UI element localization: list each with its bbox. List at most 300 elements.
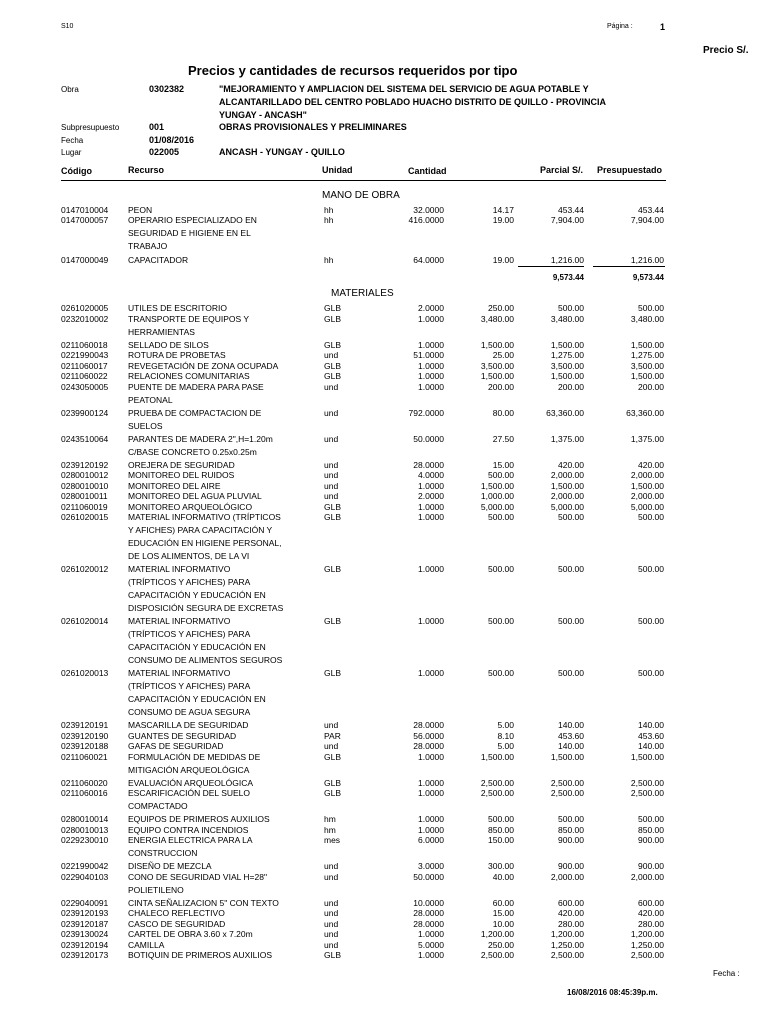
resource-quantity: 1.0000 <box>418 512 444 522</box>
resource-name-continued: MITIGACIÓN ARQUEOLÓGICA <box>128 764 250 775</box>
resource-unit: und <box>324 407 339 418</box>
resource-parcial: 3,480.00 <box>550 313 584 324</box>
resource-presupuestado: 453.60 <box>638 730 664 741</box>
resource-code: 0211060022 <box>61 371 108 381</box>
resource-quantity: 1.0000 <box>418 668 444 678</box>
resource-unit: und <box>324 470 339 480</box>
resource-quantity: 792.0000 <box>408 407 444 418</box>
resource-name: FORMULACIÓN DE MEDIDAS DE <box>128 751 261 762</box>
resource-name: PARANTES DE MADERA 2",H=1.20m <box>128 433 273 444</box>
resource-name-continued: EDUCACIÓN EN HIGIENE PERSONAL, <box>128 538 282 548</box>
subtotal-parcial: 9,573.44 <box>552 273 584 282</box>
resource-name: MONITOREO DEL AIRE <box>128 480 221 491</box>
resource-parcial: 500.00 <box>558 668 584 678</box>
resource-presupuestado: 3,500.00 <box>630 360 664 371</box>
resource-name: CAMILLA <box>128 939 165 950</box>
resource-quantity: 28.0000 <box>413 908 444 918</box>
resource-parcial: 900.00 <box>558 835 584 845</box>
resource-code: 0261020013 <box>61 668 109 678</box>
resource-unit: GLB <box>324 501 342 512</box>
resource-parcial: 1,250.00 <box>550 939 584 950</box>
resource-quantity: 1.0000 <box>418 777 444 788</box>
resource-name: PUENTE DE MADERA PARA PASE <box>128 381 264 392</box>
resource-presupuestado: 1,500.00 <box>630 480 664 491</box>
resource-price: 5.00 <box>497 720 514 730</box>
resource-presupuestado: 500.00 <box>638 814 664 824</box>
resource-price: 2,500.00 <box>480 950 514 960</box>
resource-name: EQUIPO CONTRA INCENDIOS <box>128 824 249 835</box>
resource-name-continued: C/BASE CONCRETO 0.25x0.25m <box>128 446 257 457</box>
resource-name: SELLADO DE SILOS <box>128 339 209 350</box>
resource-unit: und <box>324 861 339 871</box>
resource-presupuestado: 420.00 <box>638 459 664 470</box>
resource-price: 40.00 <box>492 871 514 882</box>
report-code: S10 <box>61 23 74 30</box>
resource-price: 200.00 <box>488 381 514 392</box>
resource-name: MASCARILLA DE SEGURIDAD <box>128 720 249 730</box>
subpresupuesto-description: OBRAS PROVISIONALES Y PRELIMINARES <box>219 122 407 132</box>
resource-name: MATERIAL INFORMATIVO <box>128 668 231 678</box>
resource-unit: hh <box>324 205 334 215</box>
resource-parcial: 500.00 <box>558 512 584 522</box>
resource-presupuestado: 140.00 <box>638 720 664 730</box>
resource-quantity: 1.0000 <box>418 950 444 960</box>
resource-presupuestado: 140.00 <box>638 741 664 751</box>
resource-quantity: 1.0000 <box>418 371 444 381</box>
resource-unit: GLB <box>324 751 342 762</box>
resource-unit: hm <box>324 824 336 835</box>
resource-name: ROTURA DE PROBETAS <box>128 350 226 360</box>
resource-unit: hh <box>324 255 334 265</box>
resource-name: DISEÑO DE MEZCLA <box>128 861 212 871</box>
col-codigo: Código <box>61 166 92 176</box>
resource-name: MATERIAL INFORMATIVO <box>128 564 231 574</box>
resource-name: MONITOREO DEL AGUA PLUVIAL <box>128 491 262 501</box>
resource-name-continued: CONSTRUCCION <box>128 848 198 858</box>
resource-code: 0211060017 <box>61 360 108 371</box>
col-cantidad: Cantidad <box>408 166 447 176</box>
resource-parcial: 1,500.00 <box>550 480 584 491</box>
resource-unit: und <box>324 871 339 882</box>
resource-presupuestado: 3,480.00 <box>630 313 664 324</box>
resource-price: 3,500.00 <box>480 360 514 371</box>
resource-unit: GLB <box>324 668 342 678</box>
resource-unit: und <box>324 720 339 730</box>
subtotal-line-parcial <box>518 266 584 267</box>
resource-presupuestado: 2,500.00 <box>630 777 664 788</box>
resource-name: CAPACITADOR <box>128 255 189 265</box>
resource-price: 19.00 <box>492 255 514 265</box>
resource-quantity: 50.0000 <box>413 433 444 444</box>
resource-quantity: 50.0000 <box>413 871 444 882</box>
resource-price: 1,500.00 <box>480 371 514 381</box>
resource-unit: und <box>324 350 339 360</box>
resource-quantity: 6.0000 <box>418 835 444 845</box>
resource-name-continued: CONSUMO DE AGUA SEGURA <box>128 707 251 717</box>
resource-price: 1,500.00 <box>480 339 514 350</box>
resource-price: 10.00 <box>492 918 514 929</box>
resource-price: 1,500.00 <box>480 751 514 762</box>
resource-quantity: 1.0000 <box>418 480 444 491</box>
resource-presupuestado: 1,200.00 <box>630 929 664 939</box>
resource-price: 1,000.00 <box>480 491 514 501</box>
obra-description-line-2: ALCANTARILLADO DEL CENTRO POBLADO HUACHO DISTRITO DE QUILLO - PROVINCIA <box>219 97 606 107</box>
resource-name-continued: HERRAMIENTAS <box>128 326 195 337</box>
resource-unit: GLB <box>324 303 342 313</box>
resource-code: 0239130024 <box>61 929 109 939</box>
resource-unit: und <box>324 908 339 918</box>
obra-description-line-3: YUNGAY - ANCASH" <box>219 110 307 120</box>
resource-quantity: 3.0000 <box>418 861 444 871</box>
resource-quantity: 28.0000 <box>413 720 444 730</box>
footer-datetime: 16/08/2016 08:45:39p.m. <box>567 988 658 997</box>
resource-parcial: 453.60 <box>558 730 584 741</box>
resource-quantity: 2.0000 <box>418 303 444 313</box>
resource-quantity: 1.0000 <box>418 824 444 835</box>
resource-code: 0239120194 <box>61 939 109 950</box>
resource-presupuestado: 500.00 <box>638 616 664 626</box>
resource-name: UTILES DE ESCRITORIO <box>128 303 228 313</box>
resource-parcial: 1,500.00 <box>550 339 584 350</box>
resource-code: 0147010004 <box>61 205 109 215</box>
resource-name: GUANTES DE SEGURIDAD <box>128 730 237 741</box>
fecha-label: Fecha <box>61 136 84 145</box>
resource-price: 250.00 <box>488 303 514 313</box>
resource-presupuestado: 2,000.00 <box>630 470 664 480</box>
resource-unit: GLB <box>324 777 342 788</box>
resource-unit: GLB <box>324 564 342 574</box>
resource-price: 500.00 <box>488 616 514 626</box>
resource-name: MATERIAL INFORMATIVO (TRÍPTICOS <box>128 512 281 522</box>
resource-parcial: 1,216.00 <box>550 255 584 265</box>
resource-price: 150.00 <box>488 835 514 845</box>
resource-name: MONITOREO ARQUEOLÓGICO <box>128 501 253 512</box>
resource-quantity: 4.0000 <box>418 470 444 480</box>
resource-price: 2,500.00 <box>480 777 514 788</box>
resource-name-continued: PEATONAL <box>128 394 173 405</box>
resource-name: CONO DE SEGURIDAD VIAL H=28" <box>128 871 267 882</box>
resource-quantity: 1.0000 <box>418 616 444 626</box>
resource-parcial: 2,000.00 <box>550 871 584 882</box>
resource-code: 0280010012 <box>61 470 109 480</box>
lugar-label: Lugar <box>61 148 82 157</box>
resource-parcial: 900.00 <box>558 861 584 871</box>
resource-name: ESCARIFICACIÓN DEL SUELO <box>128 788 251 798</box>
resource-parcial: 63,360.00 <box>546 407 584 418</box>
resource-code: 0239120187 <box>61 918 109 929</box>
resource-quantity: 51.0000 <box>413 350 444 360</box>
resource-name: CARTEL DE OBRA 3.60 x 7.20m <box>128 929 253 939</box>
resource-price: 60.00 <box>492 897 514 908</box>
resource-presupuestado: 1,250.00 <box>630 939 664 950</box>
resource-parcial: 1,275.00 <box>550 350 584 360</box>
resource-presupuestado: 600.00 <box>638 897 664 908</box>
resource-parcial: 2,500.00 <box>550 950 584 960</box>
resource-name: EVALUACIÓN ARQUEOLÓGICA <box>128 777 254 788</box>
report-title: Precios y cantidades de recursos requeridos por tipo <box>188 63 518 78</box>
resource-presupuestado: 420.00 <box>638 908 664 918</box>
subpresupuesto-code: 001 <box>149 122 165 132</box>
resource-name: CASCO DE SEGURIDAD <box>128 918 226 929</box>
resource-price: 15.00 <box>492 459 514 470</box>
resource-quantity: 28.0000 <box>413 459 444 470</box>
resource-name-continued: CAPACITACIÓN Y EDUCACIÓN EN <box>128 590 266 600</box>
fecha-value: 01/08/2016 <box>149 135 195 145</box>
section-mano-de-obra: MANO DE OBRA <box>322 190 400 201</box>
resource-presupuestado: 2,500.00 <box>630 788 664 798</box>
resource-price: 500.00 <box>488 564 514 574</box>
resource-presupuestado: 1,375.00 <box>630 433 664 444</box>
resource-code: 0147000049 <box>61 255 109 265</box>
section-materiales: MATERIALES <box>331 288 394 299</box>
subtotal-line-presupuestado <box>593 266 665 267</box>
resource-price: 500.00 <box>488 668 514 678</box>
resource-code: 0280010014 <box>61 814 109 824</box>
resource-quantity: 2.0000 <box>418 491 444 501</box>
lugar-code: 022005 <box>149 147 180 157</box>
resource-name-continued: Y AFICHES) PARA CAPACITACIÓN Y <box>128 525 273 535</box>
resource-quantity: 1.0000 <box>418 313 444 324</box>
resource-price: 1,200.00 <box>480 929 514 939</box>
resource-price: 250.00 <box>488 939 514 950</box>
resource-parcial: 2,500.00 <box>550 788 584 798</box>
resource-unit: hh <box>324 215 334 225</box>
resource-quantity: 1.0000 <box>418 751 444 762</box>
resource-parcial: 2,000.00 <box>550 491 584 501</box>
resource-name: TRANSPORTE DE EQUIPOS Y <box>128 313 250 324</box>
resource-name-continued: DE LOS ALIMENTOS, DE LA VI <box>128 551 250 561</box>
resource-unit: und <box>324 480 339 491</box>
resource-code: 0261020005 <box>61 303 109 313</box>
resource-parcial: 500.00 <box>558 616 584 626</box>
resource-price: 2,500.00 <box>480 788 514 798</box>
resource-parcial: 140.00 <box>558 720 584 730</box>
resource-quantity: 10.0000 <box>413 897 444 908</box>
resource-parcial: 453.44 <box>558 205 584 215</box>
resource-presupuestado: 5,000.00 <box>630 501 664 512</box>
resource-quantity: 5.0000 <box>418 939 444 950</box>
subpresupuesto-label: Subpresupuesto <box>61 123 120 132</box>
obra-description-line-1: "MEJORAMIENTO Y AMPLIACION DEL SISTEMA DEL SERVICIO DE AGUA POTABLE Y <box>219 84 589 94</box>
resource-presupuestado: 500.00 <box>638 564 664 574</box>
resource-unit: GLB <box>324 616 342 626</box>
resource-unit: und <box>324 433 339 444</box>
resource-name: REVEGETACIÓN DE ZONA OCUPADA <box>128 360 279 371</box>
resource-code: 0211060019 <box>61 501 108 512</box>
resource-name: OREJERA DE SEGURIDAD <box>128 459 235 470</box>
resource-quantity: 1.0000 <box>418 788 444 798</box>
resource-quantity: 28.0000 <box>413 741 444 751</box>
resource-name-continued: CAPACITACIÓN Y EDUCACIÓN EN <box>128 642 266 652</box>
resource-presupuestado: 1,500.00 <box>630 371 664 381</box>
resource-name-continued: CONSUMO DE ALIMENTOS SEGUROS <box>128 655 283 665</box>
resource-name: GAFAS DE SEGURIDAD <box>128 741 224 751</box>
resource-price: 1,500.00 <box>480 480 514 491</box>
resource-parcial: 3,500.00 <box>550 360 584 371</box>
resource-parcial: 420.00 <box>558 908 584 918</box>
resource-unit: und <box>324 491 339 501</box>
resource-unit: GLB <box>324 512 342 522</box>
resource-price: 14.17 <box>492 205 514 215</box>
resource-unit: und <box>324 929 339 939</box>
resource-presupuestado: 2,500.00 <box>630 950 664 960</box>
resource-name: MONITOREO DEL RUIDOS <box>128 470 235 480</box>
page-number: 1 <box>660 22 666 32</box>
resource-presupuestado: 453.44 <box>638 205 664 215</box>
resource-unit: und <box>324 381 339 392</box>
resource-unit: und <box>324 918 339 929</box>
resource-name-continued: (TRÍPTICOS Y AFICHES) PARA <box>128 629 251 639</box>
resource-parcial: 500.00 <box>558 303 584 313</box>
resource-parcial: 1,200.00 <box>550 929 584 939</box>
resource-price: 19.00 <box>492 215 514 225</box>
resource-price: 3,480.00 <box>480 313 514 324</box>
resource-presupuestado: 7,904.00 <box>630 215 664 225</box>
resource-code: 0261020015 <box>61 512 109 522</box>
obra-code: 0302382 <box>149 84 185 94</box>
resource-price: 25.00 <box>492 350 514 360</box>
resource-parcial: 420.00 <box>558 459 584 470</box>
resource-presupuestado: 280.00 <box>638 918 664 929</box>
resource-parcial: 5,000.00 <box>550 501 584 512</box>
resource-parcial: 2,500.00 <box>550 777 584 788</box>
resource-name: MATERIAL INFORMATIVO <box>128 616 231 626</box>
resource-code: 0221990042 <box>61 861 109 871</box>
resource-presupuestado: 900.00 <box>638 835 664 845</box>
resource-name-continued: (TRÍPTICOS Y AFICHES) PARA <box>128 681 251 691</box>
resource-code: 0239900124 <box>61 407 109 418</box>
resource-presupuestado: 500.00 <box>638 303 664 313</box>
resource-unit: GLB <box>324 313 342 324</box>
resource-parcial: 7,904.00 <box>550 215 584 225</box>
resource-presupuestado: 1,275.00 <box>630 350 664 360</box>
col-recurso: Recurso <box>128 165 165 175</box>
resource-price: 500.00 <box>488 512 514 522</box>
resource-name-continued: SUELOS <box>128 420 163 431</box>
lugar-description: ANCASH - YUNGAY - QUILLO <box>219 147 345 157</box>
footer-fecha-label: Fecha : <box>713 969 740 978</box>
resource-quantity: 64.0000 <box>413 255 444 265</box>
resource-name: EQUIPOS DE PRIMEROS AUXILIOS <box>128 814 270 824</box>
resource-code: 0229230010 <box>61 835 109 845</box>
resource-name: PRUEBA DE COMPACTACION DE <box>128 407 262 418</box>
resource-name-continued: POLIETILENO <box>128 884 184 895</box>
resource-presupuestado: 500.00 <box>638 668 664 678</box>
resource-code: 0229040091 <box>61 897 109 908</box>
resource-quantity: 1.0000 <box>418 929 444 939</box>
resource-name-continued: SEGURIDAD E HIGIENE EN EL <box>128 228 251 238</box>
resource-unit: PAR <box>324 730 341 741</box>
resource-code: 0239120190 <box>61 730 109 741</box>
resource-name: PEON <box>128 205 153 215</box>
resource-quantity: 1.0000 <box>418 381 444 392</box>
resource-code: 0261020012 <box>61 564 109 574</box>
resource-quantity: 1.0000 <box>418 339 444 350</box>
resource-presupuestado: 200.00 <box>638 381 664 392</box>
resource-parcial: 500.00 <box>558 814 584 824</box>
resource-unit: und <box>324 897 339 908</box>
resource-name-continued: COMPACTADO <box>128 801 188 811</box>
resource-price: 27.50 <box>492 433 514 444</box>
resource-name-continued: (TRÍPTICOS Y AFICHES) PARA <box>128 577 251 587</box>
resource-quantity: 1.0000 <box>418 564 444 574</box>
resource-presupuestado: 1,500.00 <box>630 339 664 350</box>
resource-price: 500.00 <box>488 814 514 824</box>
resource-unit: GLB <box>324 371 342 381</box>
resource-code: 0221990043 <box>61 350 109 360</box>
resource-price: 15.00 <box>492 908 514 918</box>
resource-parcial: 850.00 <box>558 824 584 835</box>
resource-price: 500.00 <box>488 470 514 480</box>
resource-name: CINTA SEÑALIZACION 5" CON TEXTO <box>128 897 279 908</box>
resource-name: OPERARIO ESPECIALIZADO EN <box>128 215 257 225</box>
resource-quantity: 56.0000 <box>413 730 444 741</box>
resource-presupuestado: 500.00 <box>638 512 664 522</box>
resource-presupuestado: 63,360.00 <box>626 407 664 418</box>
resource-code: 0239120173 <box>61 950 109 960</box>
resource-price: 850.00 <box>488 824 514 835</box>
subtotal-presupuestado: 9,573.44 <box>632 273 664 282</box>
resource-code: 0280010010 <box>61 480 109 491</box>
col-parcial: Parcial S/. <box>540 165 584 175</box>
resource-presupuestado: 1,500.00 <box>630 751 664 762</box>
resource-code: 0147000057 <box>61 215 109 225</box>
resource-code: 0232010002 <box>61 313 109 324</box>
resource-price: 300.00 <box>488 861 514 871</box>
resource-code: 0239120193 <box>61 908 109 918</box>
resource-quantity: 1.0000 <box>418 360 444 371</box>
resource-parcial: 280.00 <box>558 918 584 929</box>
resource-price: 80.00 <box>492 407 514 418</box>
resource-parcial: 2,000.00 <box>550 470 584 480</box>
col-presupuestado: Presupuestado <box>597 165 663 175</box>
resource-quantity: 28.0000 <box>413 918 444 929</box>
obra-label: Obra <box>61 85 79 94</box>
resource-unit: und <box>324 741 339 751</box>
resource-unit: GLB <box>324 788 342 798</box>
resource-name-continued: CAPACITACIÓN Y EDUCACIÓN EN <box>128 694 266 704</box>
price-currency-label: Precio S/. <box>703 45 749 56</box>
resource-code: 0211060021 <box>61 751 108 762</box>
resource-price: 8.10 <box>497 730 514 741</box>
resource-price: 5.00 <box>497 741 514 751</box>
resource-code: 0211060016 <box>61 788 108 798</box>
resource-presupuestado: 850.00 <box>638 824 664 835</box>
resource-name-continued: DISPOSICIÓN SEGURA DE EXCRETAS <box>128 603 284 613</box>
resource-parcial: 200.00 <box>558 381 584 392</box>
resource-name: BOTIQUIN DE PRIMEROS AUXILIOS <box>128 950 273 960</box>
resource-parcial: 1,500.00 <box>550 371 584 381</box>
resource-parcial: 500.00 <box>558 564 584 574</box>
resource-unit: und <box>324 939 339 950</box>
resource-presupuestado: 1,216.00 <box>630 255 664 265</box>
resource-name-continued: TRABAJO <box>128 241 168 251</box>
resource-price: 5,000.00 <box>480 501 514 512</box>
resource-name: CHALECO REFLECTIVO <box>128 908 225 918</box>
resource-name: ENERGIA ELECTRICA PARA LA <box>128 835 253 845</box>
resource-parcial: 1,500.00 <box>550 751 584 762</box>
resource-code: 0280010011 <box>61 491 108 501</box>
resource-code: 0243050005 <box>61 381 109 392</box>
resource-unit: mes <box>324 835 341 845</box>
resource-quantity: 1.0000 <box>418 814 444 824</box>
resource-presupuestado: 2,000.00 <box>630 871 664 882</box>
resource-unit: GLB <box>324 339 342 350</box>
resource-unit: GLB <box>324 360 342 371</box>
resource-name: RELACIONES COMUNITARIAS <box>128 371 250 381</box>
resource-code: 0243510064 <box>61 433 109 444</box>
resource-presupuestado: 2,000.00 <box>630 491 664 501</box>
